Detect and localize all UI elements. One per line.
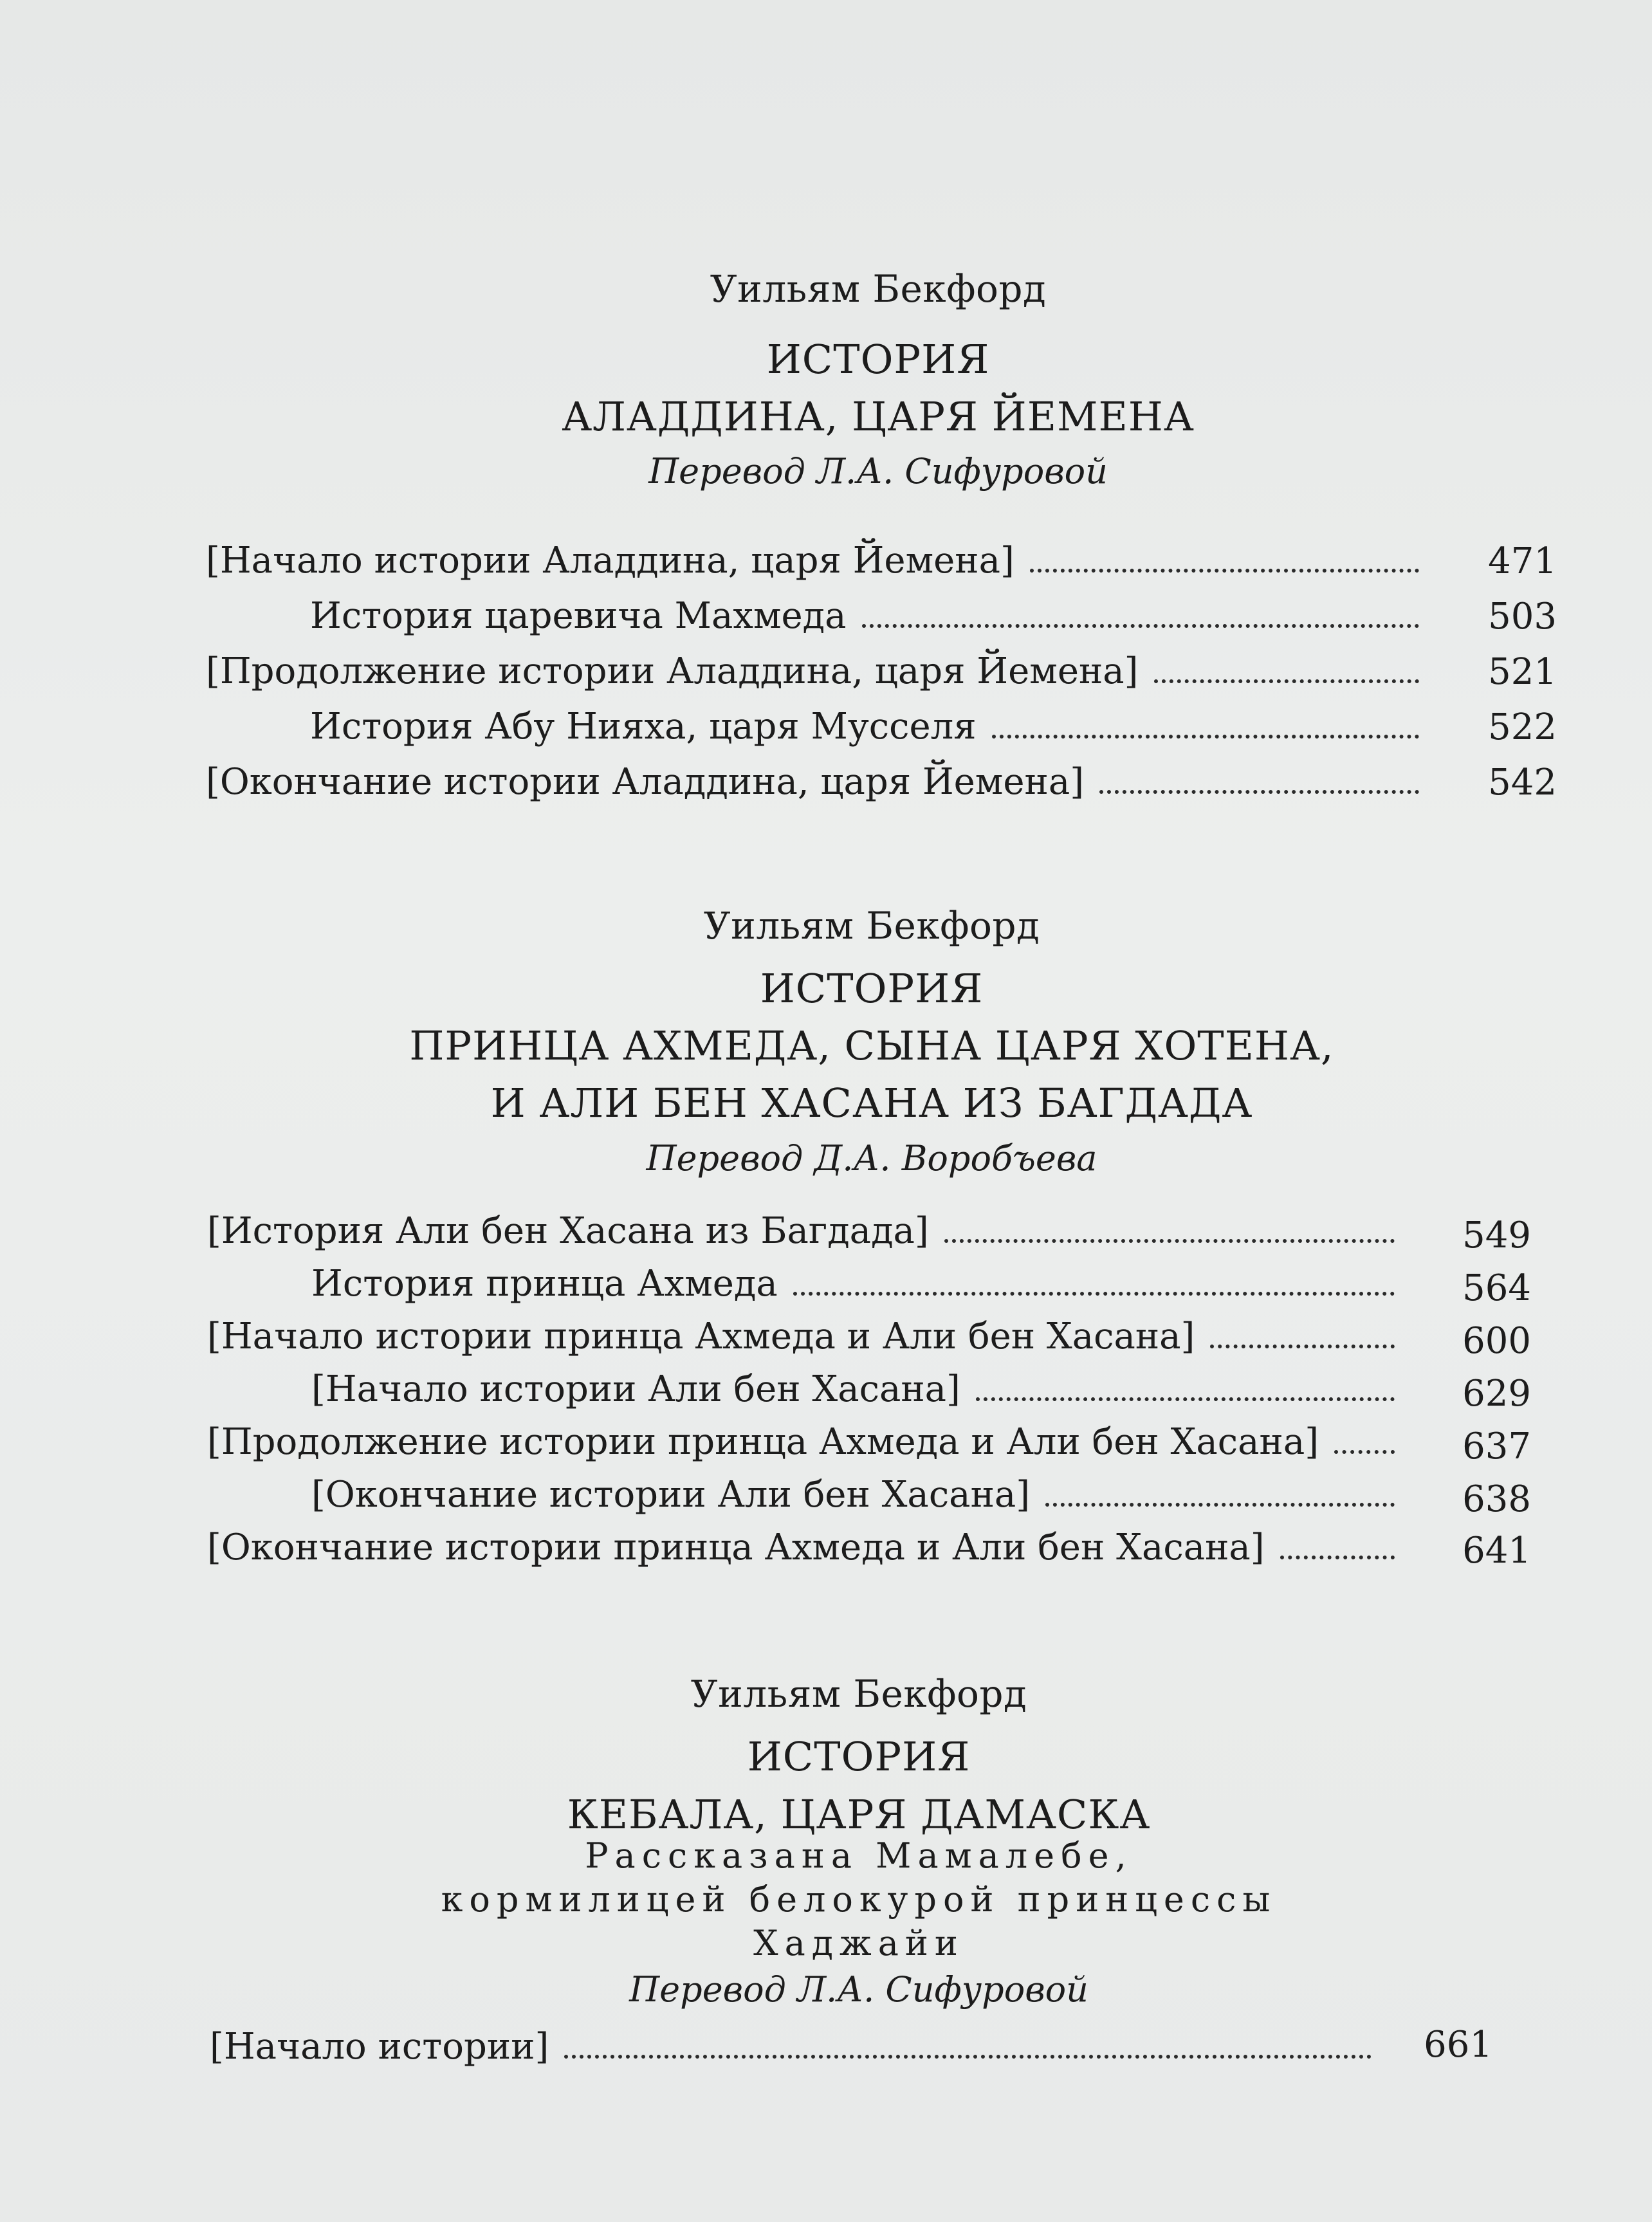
toc-entry[interactable] bbox=[207, 1310, 1410, 1355]
toc-entry[interactable] bbox=[206, 645, 1435, 690]
toc-entry-label: [Начало истории принца Ахмеда и Али бен Хасана] bbox=[207, 1316, 1195, 1357]
section-author: Уильям Бекфорд bbox=[690, 1672, 1027, 1716]
toc-entry-label: [Окончание истории Аладдина, царя Йемена] bbox=[206, 761, 1085, 803]
toc-entry[interactable] bbox=[207, 1521, 1410, 1566]
toc-leader-dots bbox=[1099, 790, 1419, 794]
section-subtitle-line: кормилицей белокурой принцессы bbox=[441, 1879, 1277, 1920]
section-title-line: АЛАДДИНА, ЦАРЯ ЙЕМЕНА bbox=[562, 393, 1195, 440]
section-title-line: ПРИНЦА АХМЕДА, СЫНА ЦАРЯ ХОТЕНА, bbox=[409, 1022, 1334, 1069]
toc-entry-label: История Абу Нияха, царя Мусселя bbox=[310, 706, 977, 748]
toc-leader-dots bbox=[1210, 1345, 1395, 1348]
section-subtitle-line: Рассказана Мамалебе, bbox=[585, 1835, 1133, 1876]
toc-entry-label: [Начало истории] bbox=[210, 2026, 549, 2068]
toc-leader-dots bbox=[1280, 1556, 1395, 1559]
toc-entry[interactable] bbox=[311, 1468, 1410, 1516]
toc-leader-dots bbox=[793, 1292, 1395, 1296]
toc-leader-dots bbox=[862, 624, 1419, 628]
toc-entry-label: История принца Ахмеда bbox=[311, 1263, 778, 1305]
toc-leader-dots bbox=[992, 735, 1419, 739]
toc-entry[interactable] bbox=[310, 589, 1435, 637]
toc-leader-dots bbox=[944, 1239, 1395, 1243]
section-translator: Перевод Л.А. Сифуровой bbox=[648, 451, 1108, 491]
toc-entry-label: [Продолжение истории Аладдина, царя Йемена] bbox=[206, 650, 1139, 692]
toc-entry-label: [Начало истории Аладдина, царя Йемена] bbox=[206, 540, 1014, 582]
toc-leader-dots bbox=[1030, 569, 1419, 573]
toc-entry[interactable] bbox=[207, 1204, 1410, 1252]
toc-leader-dots bbox=[564, 2055, 1372, 2059]
section-subtitle-line: Хаджайи bbox=[753, 1923, 964, 1963]
toc-leader-dots bbox=[976, 1397, 1395, 1401]
toc-entry[interactable] bbox=[206, 755, 1435, 803]
section-title-line: ИСТОРИЯ bbox=[760, 965, 984, 1012]
toc-entry-label: [Окончание истории Али бен Хасана] bbox=[311, 1474, 1031, 1516]
toc-entry-label: История царевича Махмеда bbox=[310, 595, 847, 637]
toc-entry[interactable] bbox=[311, 1363, 1410, 1408]
section-translator: Перевод Д.А. Воробъева bbox=[646, 1138, 1097, 1179]
book-page: Уильям Бекфорд ИСТОРИЯ АЛАДДИНА, ЦАРЯ ЙЕМЕНА Перевод Л.А. Сифуровой [Начало истории Аладдина, царя Йемена] 471 История царевича Махмеда 503 [Продолжение истории Аладдина, царя Йемена] 521 История Абу Нияха, царя Мусселя 522 [Окончание истории Аладдина, царя Йемена] 542 Уильям Бекфорд ИСТОРИЯ ПРИНЦА АХМЕДА, СЫНА ЦАРЯ ХОТЕНА, И АЛИ БЕН ХАСАНА ИЗ БАГДАДА Перевод Д.А. Воробъева [История Али бен Хасана из Багдада] 549 История принца Ахмеда 564 [Начало истории принца Ахмеда и Али бен Хасана] 600 [Начало истории Али бен Хасана] 629 [Продолжение истории принца Ахмеда и Али бен Хасана] 637 [Окончание истории Али бен Хасана] 638 [Окончание истории принца Ахмеда и Али бен Хасана] 641 Уильям Бекфорд ИСТОРИЯ КЕБАЛА, ЦАРЯ ДАМАСКА Рассказана Мамалебе, кормилицей белокурой принцессы Хаджайи Перевод Л.А. Сифуровой [Начало истории] 661 bbox=[0, 0, 1652, 2222]
toc-entry[interactable] bbox=[310, 700, 1435, 748]
toc-entry[interactable] bbox=[207, 1415, 1410, 1463]
section-title-line: КЕБАЛА, ЦАРЯ ДАМАСКА bbox=[567, 1791, 1151, 1838]
toc-entry-label: [Продолжение истории принца Ахмеда и Али бен Хасана] bbox=[207, 1421, 1319, 1463]
section-author: Уильям Бекфорд bbox=[703, 904, 1040, 948]
toc-entry-label: [Начало истории Али бен Хасана] bbox=[311, 1368, 960, 1410]
toc-leader-dots bbox=[1334, 1450, 1395, 1454]
toc-entry[interactable] bbox=[210, 2020, 1387, 2068]
section-title-line: ИСТОРИЯ bbox=[766, 336, 990, 383]
toc-leader-dots bbox=[1045, 1503, 1395, 1507]
toc-entry-label: [История Али бен Хасана из Багдада] bbox=[207, 1210, 929, 1252]
toc-entry[interactable] bbox=[311, 1257, 1410, 1305]
toc-leader-dots bbox=[1154, 679, 1419, 683]
section-title-line: И АЛИ БЕН ХАСАНА ИЗ БАГДАДА bbox=[490, 1079, 1253, 1126]
section-translator: Перевод Л.А. Сифуровой bbox=[629, 1969, 1088, 2010]
section-title-line: ИСТОРИЯ bbox=[747, 1733, 971, 1780]
toc-entry[interactable] bbox=[206, 534, 1435, 582]
toc-entry-label: [Окончание истории принца Ахмеда и Али бен Хасана] bbox=[207, 1527, 1265, 1568]
section-author: Уильям Бекфорд bbox=[710, 267, 1047, 311]
